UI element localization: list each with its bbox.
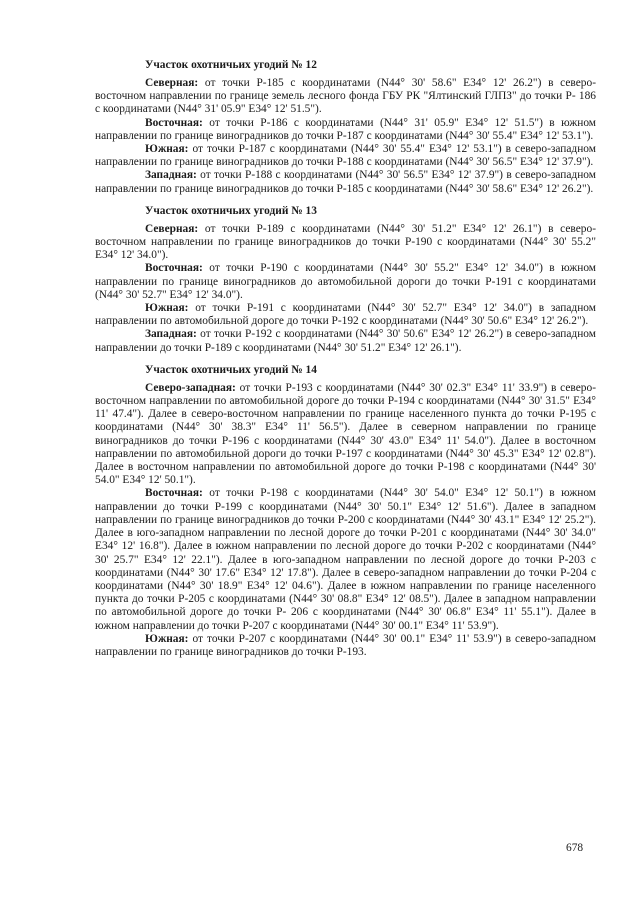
page-number: 678 [566, 842, 584, 854]
section-13 [95, 204, 596, 355]
paragraph-label: Восточная: [145, 116, 203, 129]
paragraph-label: Северная: [145, 222, 199, 235]
paragraph-label: Восточная: [145, 262, 203, 275]
paragraph-text: от точки Р-192 с координатами (N44° 30' 50.6" E34° 12' 26.2") в северо-западном направлении до точки Р-189 с координатами (N44° 30' 51.2" E34° 12' 26.1"). [95, 328, 596, 354]
paragraph-label: Западная: [145, 169, 197, 182]
section-title: Участок охотничьих угодий № 14 [145, 363, 317, 376]
paragraph-label: Северо-западная: [145, 381, 236, 394]
paragraph-north [95, 223, 596, 263]
paragraph-south [95, 633, 596, 659]
section-title: Участок охотничьих угодий № 13 [145, 204, 317, 217]
paragraph-text: от точки Р-185 с координатами (N44° 30' 58.6" E34° 12' 26.2") в северо-восточном направлении по границе земель лесного фонда ГБУ РК "Ялтинский ГЛПЗ" до точки Р- 186 с координатами (N44° 31' 05.9" E34° 12' 51.5"). [95, 77, 596, 116]
paragraph-text: от точки Р-193 с координатами (N44° 30' 02.3" E34° 11' 33.9") в северо-восточном направлении по автомобильной дороге до точки Р-194 с координатами (N44° 30' 31.5" E34° 11' 47.4"). Далее в северо-восточном направлении по границе населенного пункта до точки Р-195 с координатами (N44° 30' 38.3" E34° 11' 56.5"). Далее в северном направлении по границе виноградников до точки Р-196 с координатами (N44° 30' 43.0" E34° 11' 54.0"). Далее в восточном направлении по автомобильной дороги до точки Р-197 с координатами (N44° 30' 45.3" E34° 12' 02.8"). Далее в восточном направлении по автомобильной дороге до точки Р-198 с координатами (N44° 30' 54.0" E34° 12' 50.1"). [95, 381, 596, 487]
section-14 [95, 363, 596, 659]
paragraph-text: от точки Р-191 с координатами (N44° 30' 52.7" E34° 12' 34.0") в западном направлении по автомобильной дороге до точки Р-192 с координатами (N44° 30' 50.6" E34° 12' 26.2"). [95, 302, 596, 328]
paragraph-east [95, 262, 596, 302]
paragraph-west [95, 169, 596, 195]
paragraph-label: Западная: [145, 328, 197, 341]
paragraph-text: от точки Р-187 с координатами (N44° 30' 55.4" E34° 12' 53.1") в северо-западном направлении по границе виноградников до точки Р-188 с координатами (N44° 30' 56.5" E34° 12' 37.9"). [95, 143, 596, 169]
paragraph-north [95, 77, 596, 117]
paragraph-text: от точки Р-188 с координатами (N44° 30' 56.5" E34° 12' 37.9") в северо-западном направлении по границе виноградников до точки Р-185 с координатами (N44° 30' 58.6" E34° 12' 26.2"). [95, 169, 596, 195]
paragraph-label: Северная: [145, 77, 199, 89]
paragraph-text: от точки Р-189 с координатами (N44° 30' 51.2" E34° 12' 26.1") в северо-восточном направлении по границе виноградников до точки Р-190 с координатами (N44° 30' 55.2" E34° 12' 34.0"). [95, 222, 596, 262]
paragraph-east [95, 117, 596, 143]
paragraph-label: Восточная: [145, 487, 203, 500]
paragraph-west [95, 328, 596, 354]
paragraph-text: от точки Р-198 с координатами (N44° 30' 54.0" E34° 12' 50.1") в южном направлении до точки Р-199 с координатами (N44° 30' 50.1" E34° 12' 51.6"). Далее в западном направлении по границе виноградников до точки Р-200 с координатами (N44° 30' 43.1" E34° 12' 25.2"). Далее в юго-западном направлении по лесной дороге до точки Р-201 с координатами (N44° 30' 34.0" E34° 12' 16.8"). Далее в южном направлении по лесной дороге до точки Р-202 с координатами (N44° 30' 25.7" E34° 12' 22.1"). Далее в юго-западном направлении по лесной дороге до точки Р-203 с координатами (N44° 30' 17.6" E34° 12' 17.8"). Далее в северо-западном направлении до точки Р-204 с координатами (N44° 30' 18.9" E34° 12' 04.6"). Далее в южном направлении по границе населенного пункта до точки Р-205 с координатами (N44° 30' 08.8" E34° 12' 08.5"). Далее в западном направлении по автомобильной дороге до точки Р- 206 с координатами (N44° 30' 06.8" E34° 11' 55.1"). Далее в южном направлении до точки Р-207 с координатами (N44° 30' 00.1" E34° 11' 53.9"). [95, 487, 596, 632]
paragraph-text: от точки Р-207 с координатами (N44° 30' 00.1" E34° 11' 53.9") в северо-западном направлении по границе виноградников до точки Р-193. [95, 632, 596, 658]
paragraph-northwest [95, 382, 596, 488]
paragraph-east [95, 487, 596, 632]
paragraph-south [95, 302, 596, 328]
paragraph-label: Южная: [145, 302, 189, 315]
paragraph-text: от точки Р-190 с координатами (N44° 30' 55.2" E34° 12' 34.0") в южном направлении по границе виноградников до автомобильной дороги до точки Р-191 с координатами (N44° 30' 52.7" E34° 12' 34.0"). [95, 262, 596, 301]
paragraph-text: от точки Р-186 с координатами (N44° 31' 05.9" E34° 12' 51.5") в южном направлении по границе виноградников до точки Р-187 с координатами (N44° 30' 55.4" E34° 12' 53.1"). [95, 116, 596, 142]
document-page [95, 58, 596, 667]
paragraph-south [95, 143, 596, 169]
paragraph-label: Южная: [145, 143, 189, 156]
section-title: Участок охотничьих угодий № 12 [145, 59, 317, 71]
paragraph-label: Южная: [145, 632, 189, 645]
section-12 [95, 58, 596, 196]
